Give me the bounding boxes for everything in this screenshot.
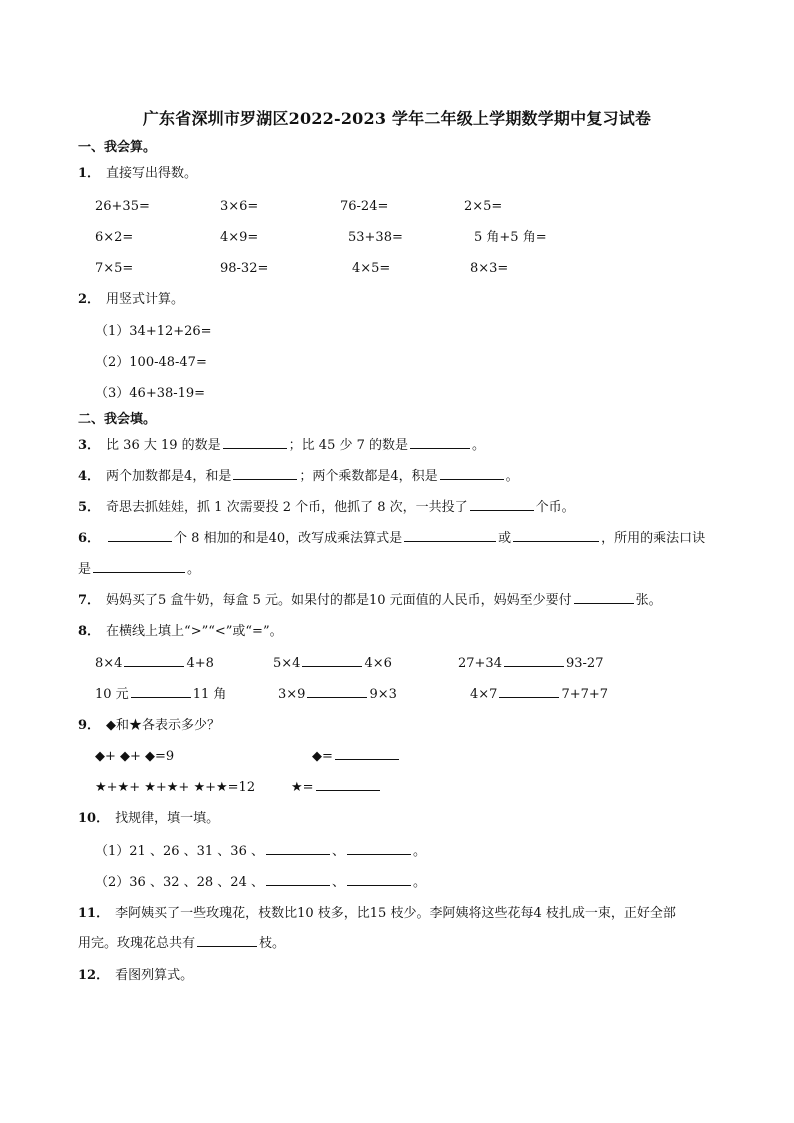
q1-item: 4×9=: [220, 230, 259, 245]
question-3: [78, 437, 485, 455]
question-10: [78, 810, 219, 828]
question-text: 张。: [635, 593, 662, 608]
q1-item: 5 角+5 角=: [474, 230, 547, 245]
compare-item: [278, 686, 397, 704]
q1-item: 76-24=: [340, 199, 389, 214]
compare-item: [95, 655, 214, 673]
separator: 、: [331, 844, 345, 859]
question-number: 7．: [78, 593, 101, 608]
compare-left: 27+34: [458, 656, 502, 671]
compare-left: 8×4: [95, 656, 123, 671]
answer-blank[interactable]: [266, 884, 330, 886]
answer-blank[interactable]: [347, 884, 411, 886]
answer-blank[interactable]: [124, 665, 184, 667]
section-heading-fill: 二、我会填。: [78, 412, 157, 427]
question-number: 11．: [78, 906, 110, 921]
answer-blank[interactable]: [499, 696, 559, 698]
q1-item: 98-32=: [220, 261, 269, 276]
compare-right: 7+7+7: [561, 687, 609, 702]
sequence-1: [95, 843, 426, 861]
star-answer: [291, 779, 382, 797]
question-text: 用完。玫瑰花总共有: [78, 936, 196, 951]
q1-item: 2×5=: [464, 199, 503, 214]
answer-blank[interactable]: [335, 758, 399, 760]
question-number: 8．: [78, 624, 101, 639]
sequence-2: [95, 874, 426, 892]
question-text: 李阿姨买了一些玫瑰花，枝数比10 枝多，比15 枝少。李阿姨将这些花每4 枝扎成一束，正好全部: [115, 906, 676, 921]
question-text: 是: [78, 562, 92, 577]
question-number: 1．: [78, 166, 101, 181]
question-text: 两个加数都是4，和是: [106, 469, 232, 484]
q1-item: 4×5=: [352, 261, 391, 276]
question-8: [78, 623, 283, 641]
q1-item: 3×6=: [220, 199, 259, 214]
question-number: 6．: [78, 531, 101, 546]
punctuation: 。: [505, 469, 519, 484]
question-text: 个 8 相加的和是40，改写成乘法算式是: [174, 531, 403, 546]
q2-item: （2）100-48-47=: [95, 355, 207, 370]
question-number: 4．: [78, 469, 101, 484]
compare-item: [95, 686, 226, 704]
compare-right: 4+8: [186, 656, 214, 671]
sequence-text: （2）36 、32 、28 、24 、: [95, 875, 264, 890]
separator: 、: [331, 875, 345, 890]
question-text: 奇思去抓娃娃，抓 1 次需要投 2 个币，他抓了 8 次，一共投了: [106, 500, 468, 515]
question-number: 3．: [78, 438, 101, 453]
punctuation: 。: [472, 438, 486, 453]
answer-blank[interactable]: [574, 602, 634, 604]
answer-blank[interactable]: [440, 478, 504, 480]
answer-blank[interactable]: [223, 447, 287, 449]
answer-blank[interactable]: [302, 665, 362, 667]
question-text: 看图列算式。: [115, 968, 194, 983]
question-text: 或: [498, 531, 512, 546]
question-5: [78, 499, 575, 517]
compare-right: 93-27: [565, 656, 604, 671]
question-text: 妈妈买了5 盒牛奶，每盒 5 元。如果付的都是10 元面值的人民币，妈妈至少要付: [106, 593, 572, 608]
question-1: [78, 165, 197, 183]
question-9: [78, 717, 220, 735]
q1-item: 26+35=: [95, 199, 150, 214]
star-equation: ★+★+ ★+★+ ★+★=12: [95, 780, 256, 795]
question-text: ◆和★各表示多少？: [106, 718, 221, 733]
question-text: 直接写出得数。: [106, 166, 198, 181]
answer-blank[interactable]: [470, 509, 534, 511]
answer-label: ★=: [291, 780, 314, 795]
question-text: 个币。: [535, 500, 575, 515]
question-text: 枝。: [259, 936, 286, 951]
q1-item: 53+38=: [348, 230, 403, 245]
question-7: [78, 592, 662, 610]
answer-blank[interactable]: [108, 540, 172, 542]
diamond-answer: [312, 748, 401, 766]
question-text: 比 36 大 19 的数是: [106, 438, 221, 453]
answer-blank[interactable]: [266, 853, 330, 855]
compare-left: 10 元: [95, 687, 129, 702]
q1-item: 8×3=: [470, 261, 509, 276]
compare-right: 4×6: [364, 656, 392, 671]
question-text: 找规律，填一填。: [115, 811, 220, 826]
question-number: 9．: [78, 718, 101, 733]
question-number: 10．: [78, 811, 110, 826]
answer-blank[interactable]: [197, 945, 257, 947]
question-6-continued: [78, 561, 200, 579]
answer-blank[interactable]: [316, 789, 380, 791]
compare-left: 5×4: [273, 656, 301, 671]
punctuation: 。: [187, 562, 201, 577]
punctuation: 。: [412, 844, 426, 859]
compare-item: [458, 655, 603, 673]
question-text: ，所用的乘法口诀: [601, 531, 706, 546]
question-4: [78, 468, 519, 486]
answer-blank[interactable]: [93, 571, 185, 573]
answer-blank[interactable]: [307, 696, 367, 698]
compare-left: 4×7: [470, 687, 498, 702]
question-11-continued: [78, 935, 285, 953]
page-title: 广东省深圳市罗湖区2022-2023 学年二年级上学期数学期中复习试卷: [142, 109, 652, 128]
compare-left: 3×9: [278, 687, 306, 702]
question-number: 5．: [78, 500, 101, 515]
compare-right: 11 角: [192, 687, 227, 702]
answer-blank[interactable]: [131, 696, 191, 698]
question-2: [78, 291, 184, 309]
compare-item: [470, 686, 608, 704]
question-6: [78, 530, 705, 548]
q2-item: （1）34+12+26=: [95, 324, 212, 339]
answer-blank[interactable]: [410, 447, 470, 449]
question-text: ；比 45 少 7 的数是: [288, 438, 409, 453]
answer-blank[interactable]: [233, 478, 297, 480]
answer-blank[interactable]: [513, 540, 599, 542]
answer-blank[interactable]: [504, 665, 564, 667]
answer-blank[interactable]: [404, 540, 496, 542]
punctuation: 。: [412, 875, 426, 890]
compare-item: [273, 655, 392, 673]
diamond-equation: ◆+ ◆+ ◆=9: [95, 749, 175, 764]
question-11: [78, 905, 676, 923]
question-12: [78, 967, 193, 985]
answer-label: ◆=: [312, 749, 333, 764]
q1-item: 6×2=: [95, 230, 134, 245]
question-text: ；两个乘数都是4，积是: [299, 469, 438, 484]
sequence-text: （1）21 、26 、31 、36 、: [95, 844, 264, 859]
question-number: 2．: [78, 292, 101, 307]
question-text: 用竖式计算。: [106, 292, 185, 307]
question-number: 12．: [78, 968, 110, 983]
q2-item: （3）46+38-19=: [95, 386, 206, 401]
compare-right: 9×3: [369, 687, 397, 702]
question-text: 在横线上填上“>”“<”或“=”。: [106, 624, 283, 639]
answer-blank[interactable]: [347, 853, 411, 855]
section-heading-calc: 一、我会算。: [78, 140, 157, 155]
q1-item: 7×5=: [95, 261, 134, 276]
